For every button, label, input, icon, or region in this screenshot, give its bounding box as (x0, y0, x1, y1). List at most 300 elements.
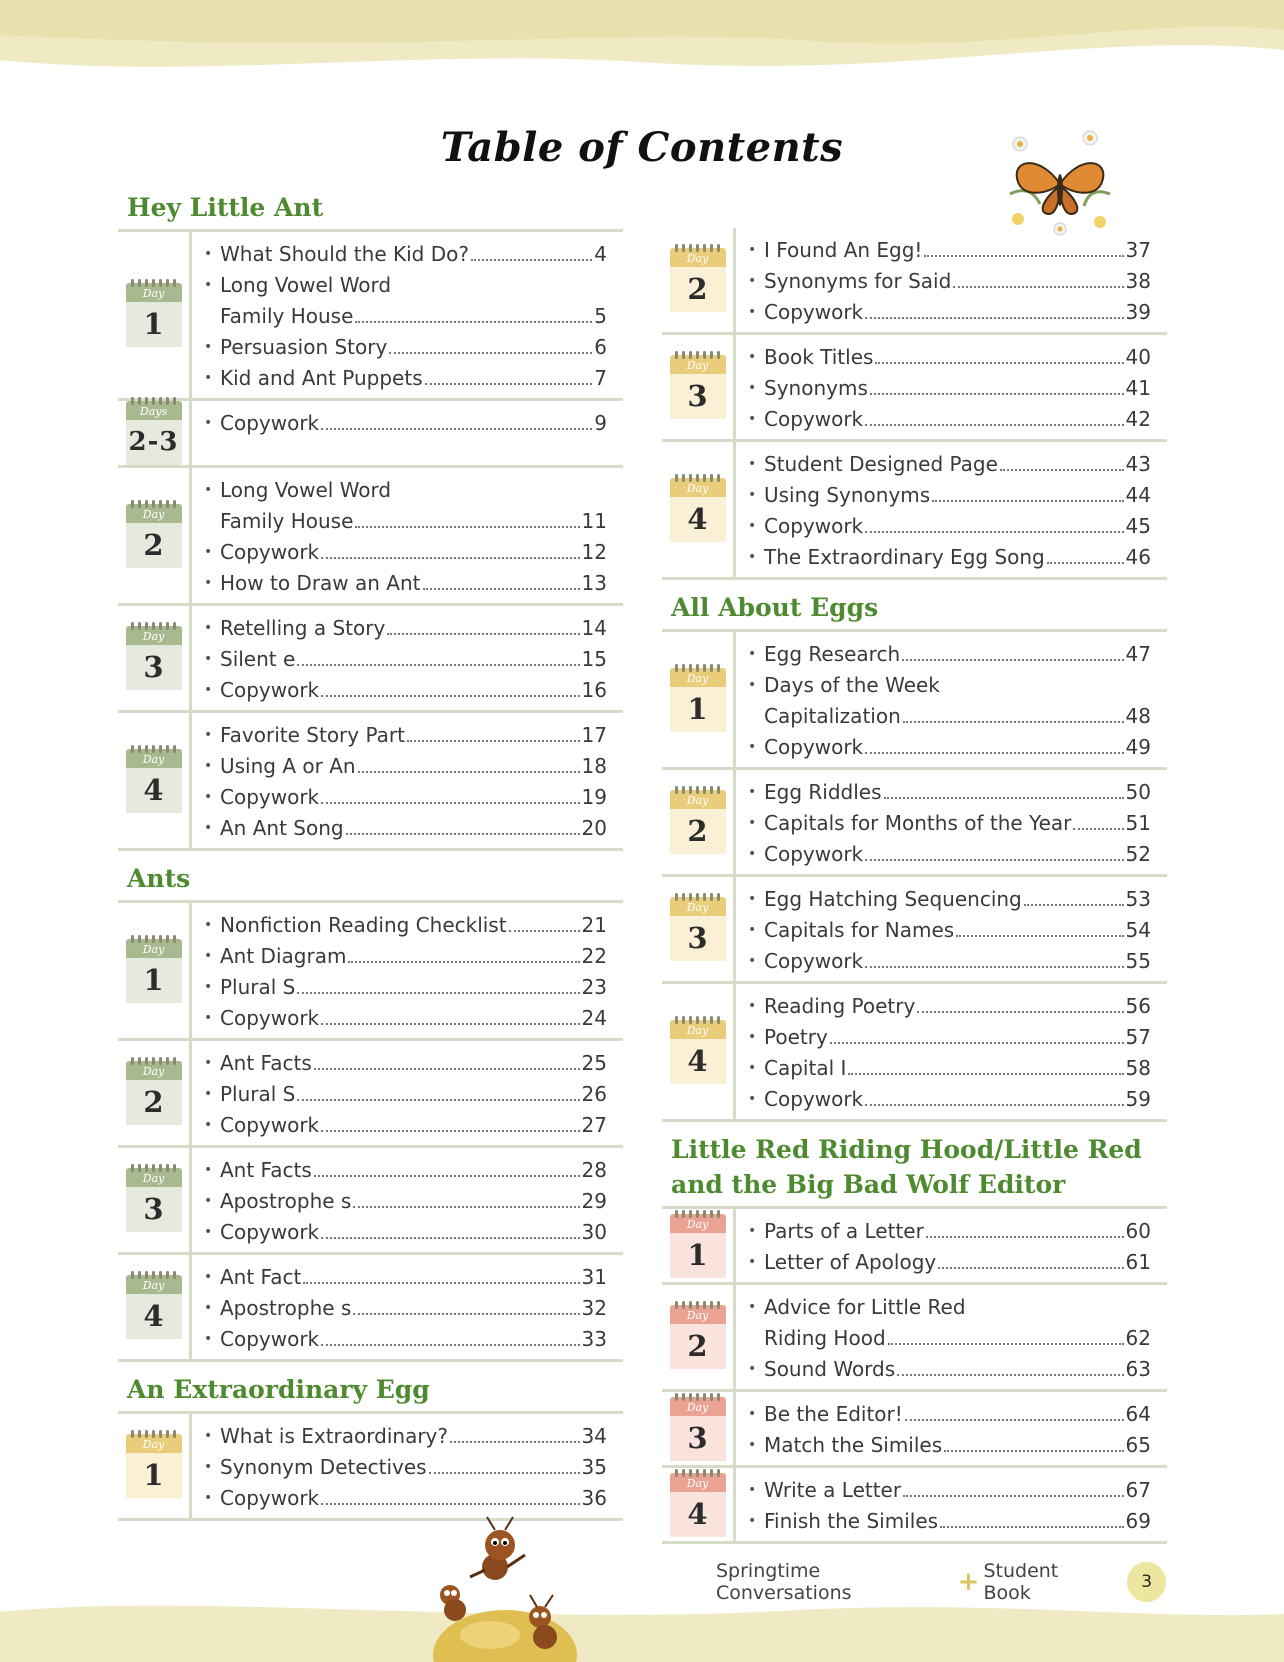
lesson-item (746, 732, 1151, 763)
lesson-line (764, 511, 1151, 542)
lesson-list (736, 228, 1167, 332)
calendar-ring (675, 786, 678, 794)
calendar-ring (717, 664, 720, 672)
lesson-line (220, 1048, 607, 1079)
lesson-title: • Reading Poetry (764, 994, 916, 1018)
footer-book-part: Student Book (983, 1560, 1059, 1604)
section-title: Ants (118, 861, 623, 903)
lesson-title-line: • Long Vowel Word (220, 478, 392, 502)
lesson-title: • Synonyms for Said (764, 269, 952, 293)
lesson-list (192, 606, 623, 710)
page-ref: 14 (581, 616, 607, 640)
calendar-ring (131, 500, 134, 508)
lesson-title: • Copywork (220, 785, 320, 809)
lesson-list (736, 1285, 1167, 1389)
calendar-icon (126, 1434, 182, 1498)
lesson-title: • Copywork (220, 1220, 320, 1244)
day-number: 4 (670, 1039, 726, 1084)
lesson-item (202, 1217, 607, 1248)
lesson-list (736, 877, 1167, 981)
calendar-ring (675, 1469, 678, 1477)
lesson-list (736, 984, 1167, 1119)
page-ref: 44 (1125, 483, 1151, 507)
lesson-line (764, 1084, 1151, 1115)
day-row (662, 442, 1167, 580)
calendar-ring (159, 745, 162, 753)
calendar-ring (138, 1271, 141, 1279)
lesson-line (220, 363, 607, 394)
lesson-title: • Nonfiction Reading Checklist (220, 913, 507, 937)
lesson-list (736, 335, 1167, 439)
calendar-icon (126, 283, 182, 347)
dot-leader (924, 255, 1123, 257)
page-ref: 32 (581, 1296, 607, 1320)
calendar-ring (131, 1057, 134, 1065)
page-ref: 19 (581, 785, 607, 809)
calendar-ring (145, 279, 148, 287)
page-ref: 38 (1125, 269, 1151, 293)
lesson-title: • Copywork (764, 300, 864, 324)
calendar-ring (173, 1430, 176, 1438)
calendar-ring (717, 893, 720, 901)
page-ref: 35 (581, 1455, 607, 1479)
calendar-ring (717, 474, 720, 482)
lesson-title: • Copywork (220, 411, 320, 435)
page-title: Table of Contents (440, 124, 844, 171)
calendar-rings (675, 1393, 721, 1401)
day-row (662, 1285, 1167, 1392)
lesson-item (746, 235, 1151, 266)
lesson-list (736, 1209, 1167, 1282)
calendar-ring (152, 622, 155, 630)
lesson-title: • Ant Diagram (220, 944, 347, 968)
lesson-item (746, 915, 1151, 946)
lesson-item (202, 910, 607, 941)
dot-leader (1024, 904, 1124, 906)
calendar-ring (703, 1393, 706, 1401)
calendar-ring (682, 244, 685, 252)
lesson-line (220, 941, 607, 972)
lesson-title: • Using A or An (220, 754, 356, 778)
calendar-ring (675, 1016, 678, 1024)
lesson-line (764, 808, 1151, 839)
lesson-item (746, 404, 1151, 435)
calendar-ring (675, 1393, 678, 1401)
page-ref: 16 (581, 678, 607, 702)
calendar-ring (675, 664, 678, 672)
calendar-rings (131, 279, 177, 287)
page-ref: 26 (581, 1082, 607, 1106)
lesson-title: • Match the Similes (764, 1433, 943, 1457)
lesson-item (746, 1022, 1151, 1053)
lesson-item (746, 670, 1151, 732)
calendar-ring (682, 1016, 685, 1024)
calendar-ring (710, 1469, 713, 1477)
lesson-line (764, 1247, 1151, 1278)
lesson-line (764, 235, 1151, 266)
lesson-item (202, 613, 607, 644)
calendar-rings (131, 1164, 177, 1172)
dot-leader (450, 1441, 580, 1443)
calendar-ring (145, 1271, 148, 1279)
lesson-title: • Capitals for Months of the Year (764, 811, 1072, 835)
lesson-item (746, 1247, 1151, 1278)
page-ref: 60 (1125, 1219, 1151, 1243)
calendar-ring (131, 935, 134, 943)
lesson-line (220, 720, 607, 751)
dot-leader (314, 1068, 580, 1070)
lesson-line (764, 639, 1151, 670)
calendar-rings (675, 664, 721, 672)
calendar-icon (126, 939, 182, 1003)
day-label: Day (686, 1400, 709, 1414)
lesson-item (746, 884, 1151, 915)
calendar-ring (689, 474, 692, 482)
lesson-title: • Copywork (764, 949, 864, 973)
page-ref: 17 (581, 723, 607, 747)
calendar-ring (159, 500, 162, 508)
calendar-rings (675, 244, 721, 252)
lesson-title: • Sound Words (764, 1357, 896, 1381)
calendar-ring (159, 1271, 162, 1279)
calendar-ring (131, 397, 134, 405)
dot-leader (303, 1282, 579, 1284)
calendar-ring (703, 474, 706, 482)
calendar-ring (152, 279, 155, 287)
day-label: Day (686, 1309, 709, 1322)
calendar-ring (173, 622, 176, 630)
lesson-list (192, 1414, 623, 1518)
day-label: Day (686, 1023, 709, 1037)
page-ref: 28 (581, 1158, 607, 1182)
calendar-rings (131, 745, 177, 753)
calendar-icon (126, 401, 182, 465)
day-label: Day (686, 359, 709, 372)
toc-left-column (118, 190, 623, 1521)
calendar-ring (173, 500, 176, 508)
page-ref: 36 (581, 1486, 607, 1510)
calendar-ring (696, 1016, 699, 1024)
calendar-ring (696, 351, 699, 359)
lesson-title: • I Found An Egg! (764, 238, 923, 262)
calendar-header (670, 1020, 726, 1039)
dot-leader (953, 286, 1123, 288)
calendar-ring (152, 935, 155, 943)
day-row (118, 1041, 623, 1148)
lesson-item (202, 475, 607, 537)
calendar-icon (126, 626, 182, 690)
lesson-title: • Ant Fact (220, 1265, 302, 1289)
calendar-ring (145, 1057, 148, 1065)
calendar-ring (689, 1210, 692, 1218)
page-ref: 12 (581, 540, 607, 564)
calendar-ring (682, 1301, 685, 1309)
dot-leader (956, 935, 1123, 937)
calendar-icon (670, 668, 726, 732)
lesson-item (202, 270, 607, 332)
lesson-title: • Persuasion Story (220, 335, 388, 359)
calendar-icon (670, 478, 726, 542)
day-label: Days (139, 405, 168, 418)
lesson-line (220, 1110, 607, 1141)
lesson-line (764, 777, 1151, 808)
calendar-rings (131, 397, 177, 405)
calendar-rings (675, 1016, 721, 1024)
lesson-line (764, 342, 1151, 373)
day-badge-cell (118, 1148, 192, 1252)
page-ref: 58 (1125, 1056, 1151, 1080)
calendar-header (126, 283, 182, 302)
calendar-ring (166, 397, 169, 405)
calendar-ring (682, 1210, 685, 1218)
calendar-ring (689, 893, 692, 901)
calendar-header (670, 1473, 726, 1492)
dot-leader (407, 740, 580, 742)
calendar-ring (710, 1210, 713, 1218)
calendar-ring (710, 1301, 713, 1309)
ants-on-egg-illustration (425, 1515, 615, 1662)
calendar-ring (675, 244, 678, 252)
lesson-title: • Apostrophe s (220, 1189, 352, 1213)
calendar-icon (670, 248, 726, 312)
calendar-ring (689, 1016, 692, 1024)
calendar-header (670, 668, 726, 687)
lesson-item (746, 266, 1151, 297)
lesson-title: • Copywork (764, 735, 864, 759)
calendar-header (670, 478, 726, 497)
lesson-line (764, 373, 1151, 404)
calendar-icon (126, 749, 182, 813)
day-number: 1 (126, 302, 182, 347)
day-row (662, 877, 1167, 984)
page-ref: 29 (581, 1189, 607, 1213)
day-label: Day (686, 901, 709, 914)
dot-leader (321, 1023, 579, 1025)
calendar-ring (159, 935, 162, 943)
day-label: Day (686, 1217, 709, 1231)
calendar-header (126, 1168, 182, 1187)
calendar-ring (152, 500, 155, 508)
day-badge-cell (662, 877, 736, 981)
lesson-title: • Ant Facts (220, 1051, 312, 1075)
calendar-header (126, 401, 182, 420)
lesson-item (202, 751, 607, 782)
calendar-ring (717, 244, 720, 252)
day-badge-cell (662, 335, 736, 439)
page-ref: 67 (1125, 1478, 1151, 1502)
dot-leader (355, 526, 579, 528)
calendar-rings (675, 1469, 721, 1477)
day-label: Day (142, 1279, 165, 1292)
lesson-line (764, 946, 1151, 977)
day-badge-cell (118, 1041, 192, 1145)
lesson-title: • Plural S (220, 1082, 296, 1106)
lesson-line (220, 813, 607, 844)
lesson-title: • Kid and Ant Puppets (220, 366, 423, 390)
calendar-header (670, 790, 726, 809)
lesson-list (192, 903, 623, 1038)
day-number: 1 (126, 1453, 182, 1498)
calendar-ring (138, 745, 141, 753)
day-badge-cell (118, 713, 192, 848)
page-ref: 39 (1125, 300, 1151, 324)
lesson-list (192, 468, 623, 603)
calendar-ring (138, 1057, 141, 1065)
lesson-item (202, 332, 607, 363)
calendar-ring (703, 786, 706, 794)
calendar-rings (675, 1301, 721, 1309)
day-label: Day (686, 794, 709, 807)
lesson-title: • Copywork (220, 1113, 320, 1137)
day-badge-cell (662, 1392, 736, 1465)
lesson-line (764, 266, 1151, 297)
lesson-title: • Copywork (220, 540, 320, 564)
day-badge-cell (118, 232, 192, 398)
lesson-item (746, 297, 1151, 328)
day-row (118, 1255, 623, 1362)
day-row (118, 1414, 623, 1521)
lesson-title: • Book Titles (764, 345, 874, 369)
calendar-icon (670, 1397, 726, 1461)
calendar-rings (675, 893, 721, 901)
calendar-ring (689, 1469, 692, 1477)
calendar-ring (696, 786, 699, 794)
day-badge-cell (662, 228, 736, 332)
calendar-ring (703, 1301, 706, 1309)
lesson-item (746, 991, 1151, 1022)
lesson-item (746, 449, 1151, 480)
dot-leader (932, 500, 1123, 502)
lesson-line (764, 404, 1151, 435)
calendar-rings (131, 1057, 177, 1065)
day-number: 1 (670, 1233, 726, 1278)
lesson-item (746, 480, 1151, 511)
calendar-rings (131, 935, 177, 943)
dot-leader (321, 1344, 579, 1346)
lesson-title: • Egg Hatching Sequencing (764, 887, 1022, 911)
day-badge-cell (662, 770, 736, 874)
day-number: 2 (670, 267, 726, 312)
dot-leader (429, 1472, 580, 1474)
page-ref: 64 (1125, 1402, 1151, 1426)
lesson-line (764, 884, 1151, 915)
calendar-rings (675, 474, 721, 482)
lesson-line (220, 506, 607, 537)
lesson-item (202, 1155, 607, 1186)
calendar-ring (689, 664, 692, 672)
lesson-list (192, 1255, 623, 1359)
lesson-item (202, 644, 607, 675)
dot-leader (830, 1042, 1124, 1044)
page-ref: 30 (581, 1220, 607, 1244)
lesson-title: Family House (220, 304, 354, 328)
lesson-item (746, 639, 1151, 670)
calendar-header (670, 248, 726, 267)
calendar-header (126, 749, 182, 768)
lesson-item (202, 1048, 607, 1079)
lesson-title: • Synonyms (764, 376, 868, 400)
calendar-ring (689, 786, 692, 794)
page-ref: 43 (1125, 452, 1151, 476)
lesson-line (220, 1262, 607, 1293)
day-label: Day (142, 507, 165, 521)
calendar-ring (131, 745, 134, 753)
day-number: 2-3 (126, 420, 182, 465)
dot-leader (353, 1313, 579, 1315)
day-number: 1 (126, 958, 182, 1003)
lesson-list (736, 770, 1167, 874)
lesson-item (202, 1483, 607, 1514)
calendar-icon (126, 504, 182, 568)
calendar-ring (717, 786, 720, 794)
page-ref: 21 (581, 913, 607, 937)
calendar-ring (703, 664, 706, 672)
page-ref: 11 (581, 509, 607, 533)
lesson-title: • Favorite Story Part (220, 723, 405, 747)
calendar-ring (173, 935, 176, 943)
calendar-ring (710, 474, 713, 482)
lesson-line (220, 1079, 607, 1110)
lesson-list (192, 401, 623, 465)
dot-leader (865, 859, 1123, 861)
day-badge-cell (118, 1414, 192, 1518)
lesson-item (746, 373, 1151, 404)
day-label: Day (686, 671, 709, 685)
day-number: 2 (670, 809, 726, 854)
lesson-title: • Plural S (220, 975, 296, 999)
calendar-ring (689, 351, 692, 359)
calendar-ring (675, 1210, 678, 1218)
calendar-ring (138, 1430, 141, 1438)
lesson-title: • Copywork (220, 1486, 320, 1510)
calendar-ring (173, 745, 176, 753)
day-number: 3 (670, 374, 726, 419)
dot-leader (321, 802, 579, 804)
calendar-ring (152, 1430, 155, 1438)
lesson-line (220, 1293, 607, 1324)
day-label: Day (142, 1065, 165, 1078)
calendar-ring (166, 500, 169, 508)
calendar-ring (675, 474, 678, 482)
page-ref: 27 (581, 1113, 607, 1137)
lesson-line (764, 1475, 1151, 1506)
dot-leader (321, 428, 592, 430)
lesson-list (736, 442, 1167, 577)
calendar-ring (682, 786, 685, 794)
page-ref: 51 (1125, 811, 1151, 835)
page-ref: 57 (1125, 1025, 1151, 1049)
calendar-ring (173, 1271, 176, 1279)
lesson-line (220, 1003, 607, 1034)
lesson-title: Riding Hood (764, 1326, 886, 1350)
lesson-item (202, 1324, 607, 1355)
calendar-icon (670, 897, 726, 961)
dot-leader (865, 531, 1123, 533)
lesson-line (764, 701, 1151, 732)
lesson-title: • Using Synonyms (764, 483, 931, 507)
day-number: 3 (670, 1416, 726, 1461)
lesson-title: • Finish the Similes (764, 1509, 939, 1533)
day-label: Day (142, 1438, 165, 1451)
calendar-ring (696, 664, 699, 672)
page-ref: 46 (1125, 545, 1151, 569)
lesson-line (220, 972, 607, 1003)
day-row (662, 335, 1167, 442)
dot-leader (471, 259, 592, 261)
lesson-title: • Ant Facts (220, 1158, 312, 1182)
calendar-ring (710, 1016, 713, 1024)
lesson-item (746, 1084, 1151, 1115)
